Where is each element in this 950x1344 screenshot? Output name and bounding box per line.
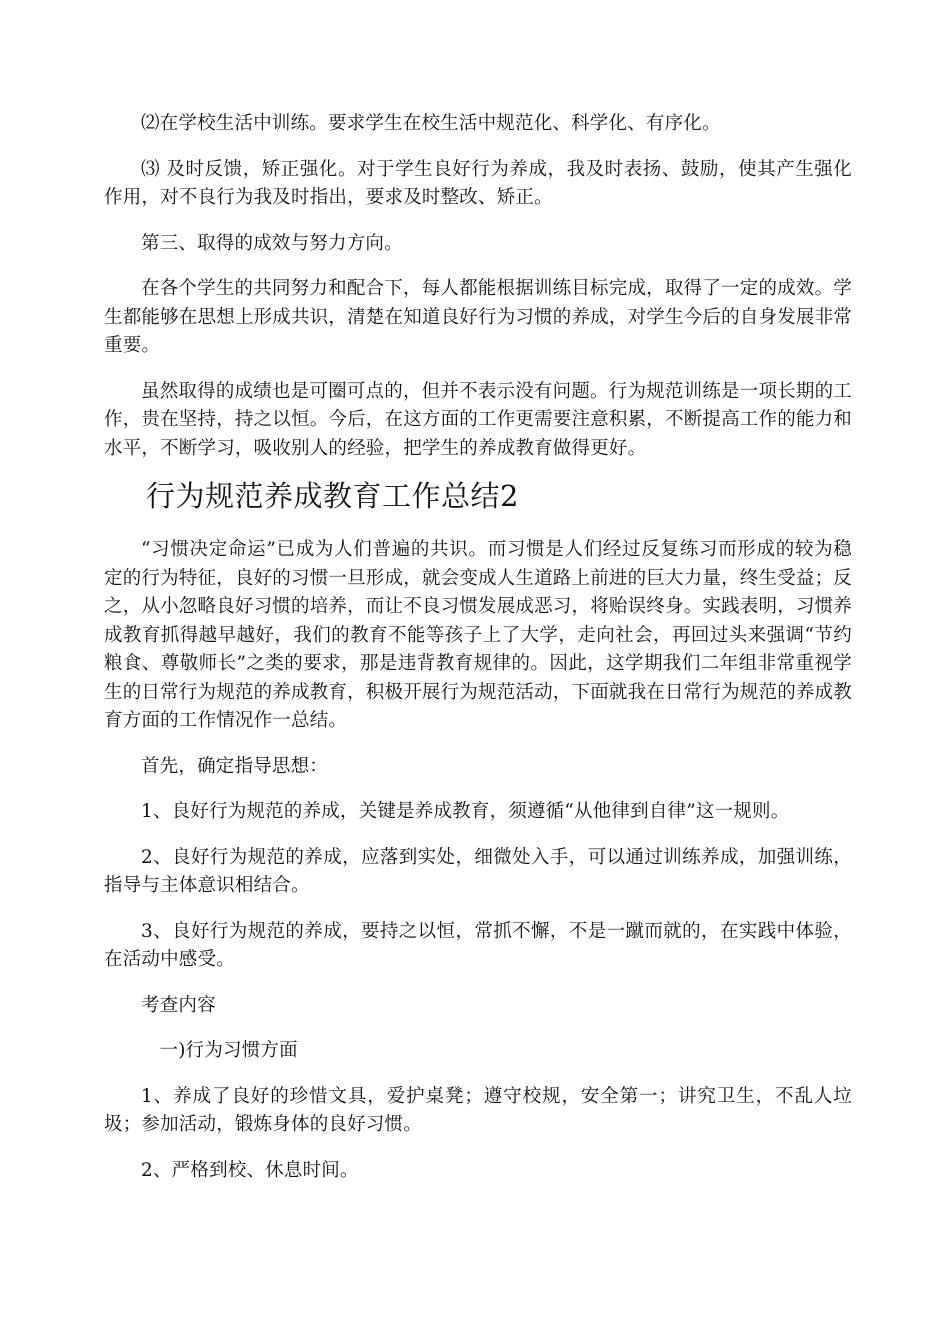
- paragraph: 一)行为习惯方面: [159, 1040, 298, 1061]
- document-page: [104, 110, 852, 1202]
- paragraph: 首先，确定指导思想：: [141, 755, 329, 777]
- paragraph: 考查内容: [141, 994, 216, 1016]
- paragraph: 第三、取得的成效与努力方向。: [141, 232, 403, 254]
- paragraph: ⑵在学校生活中训练。要求学生在校生活中规范化、科学化、有序化。: [141, 113, 721, 134]
- paragraph: 在各个学生的共同努力和配合下，每人都能根据训练目标完成，取得了一定的成效。学生都能够在思想上形成共识，清楚在知道良好行为习惯的养成，对学生今后的自身发展非常重要。: [104, 278, 853, 356]
- section-title: 行为规范养成教育工作总结2: [146, 479, 519, 513]
- paragraph: ⑶ 及时反馈，矫正强化。对于学生良好行为养成，我及时表扬、鼓励，使其产生强化作用，对不良行为我及时指出，要求及时整改、矫正。: [104, 158, 852, 208]
- paragraph: 1、养成了良好的珍惜文具，爱护桌凳；遵守校规，安全第一；讲究卫生，不乱人垃圾；参加活动，锻炼身体的良好习惯。: [104, 1085, 852, 1135]
- paragraph: 虽然取得的成绩也是可圈可点的，但并不表示没有问题。行为规范训练是一项长期的工作，贵在坚持，持之以恒。今后，在这方面的工作更需要注意积累，不断提高工作的能力和水平，不断学习，吸收别人的经验，把学生的养成教育做得更好。: [104, 380, 853, 459]
- paragraph: 2、良好行为规范的养成，应落到实处，细微处入手，可以通过训练养成，加强训练，指导与主体意识相结合。: [104, 846, 852, 896]
- paragraph: 2、严格到校、休息时间。: [141, 1159, 359, 1181]
- paragraph: 1、良好行为规范的养成，关键是养成教育，须遵循“从他律到自律”这一规则。: [141, 801, 790, 822]
- paragraph: 3、良好行为规范的养成，要持之以恒，常抓不懈，不是一蹴而就的，在实践中体验，在活动中感受。: [104, 920, 852, 970]
- paragraph: “习惯决定命运”已成为人们普遍的共识。而习惯是人们经过反复练习而形成的较为稳定的行为特征，良好的习惯一旦形成，就会变成人生道路上前进的巨大力量，终生受益；反之，从小忽略良好习惯的培养，而让不良习惯发展成恶习，将贻误终身。实践表明，习惯养成教育抓得越早越好，我们的教育不能等孩子上了大学，走向社会，再回过头来强调“节约粮食、尊敬师长”之类的要求，那是违背教育规律的。因此，这学期我们二年组非常重视学生的日常行为规范的养成教育，积极开展行为规范活动，下面就我在日常行为规范的养成教育方面的工作情况作一总结。: [104, 539, 853, 731]
